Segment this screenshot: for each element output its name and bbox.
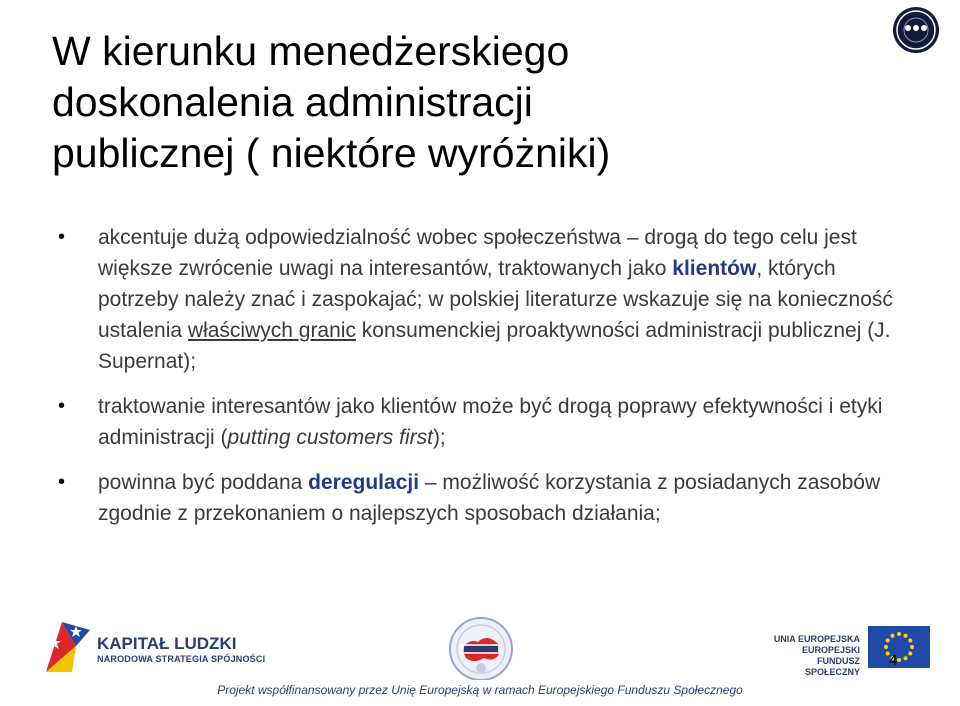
keyword-putting-customers-first: putting customers first	[227, 426, 433, 449]
bullet-item-2: • traktowanie interesantów jako klientów może być drogą poprawy efektywności i etyki administracji (putting customers first);	[58, 391, 898, 453]
title-line-1: W kierunku menedżerskiego	[52, 28, 570, 74]
keyword-klientow: klientów	[672, 257, 757, 280]
page-number: 4	[889, 652, 898, 669]
kapital-ludzki-text	[97, 634, 265, 665]
bullet-dot-icon: •	[58, 226, 66, 248]
mswia-seal-icon	[448, 616, 514, 682]
slide-title	[52, 26, 872, 179]
project-funding-note: Projekt współfinansowany przez Unię Europejską w ramach Europejskiego Funduszu Społecznego	[0, 680, 960, 706]
eu-flag-icon	[868, 626, 930, 668]
bullet-list	[58, 222, 898, 529]
title-line-2: doskonalenia administracji	[52, 79, 533, 125]
institution-logo-icon	[892, 6, 940, 54]
bullet-dot-icon: •	[58, 395, 66, 417]
eu-text-line-3: FUNDUSZ SPOŁECZNY	[804, 656, 860, 677]
eu-text-line-2: EUROPEJSKI	[801, 645, 860, 655]
keyword-deregulacji: deregulacji	[308, 471, 420, 494]
kapital-ludzki-logo-icon	[42, 616, 94, 676]
kapital-ludzki-subtitle: NARODOWA STRATEGIA SPÓJNOŚCI	[97, 654, 266, 664]
bullet-item-1: • akcentuje dużą odpowiedzialność wobec społeczeństwa – drogą do tego celu jest większe zwrócenie uwagi na interesantów, traktowanych jako klientów, których potrzeby należy znać i zaspokajać; w polskiej literaturze wskazuje się na konieczność ustalenia właściwych granic konsumenckiej proaktywności administracji publicznej (J. Supernat);	[58, 222, 898, 377]
bullet-item-3: • powinna być poddana deregulacji – możliwość korzystania z posiadanych zasobów zgodnie z przekonaniem o najlepszych sposobach działania;	[58, 467, 898, 529]
bullet-dot-icon: •	[58, 471, 66, 493]
title-line-3: publicznej ( niektóre wyróżniki)	[52, 130, 611, 176]
kapital-ludzki-title: KAPITAŁ LUDZKI	[97, 634, 237, 653]
eu-text-line-1: UNIA EUROPEJSKA	[773, 634, 860, 644]
keyword-wlasciwych-granic: właściwych granic	[187, 319, 356, 342]
eu-text	[760, 634, 860, 678]
